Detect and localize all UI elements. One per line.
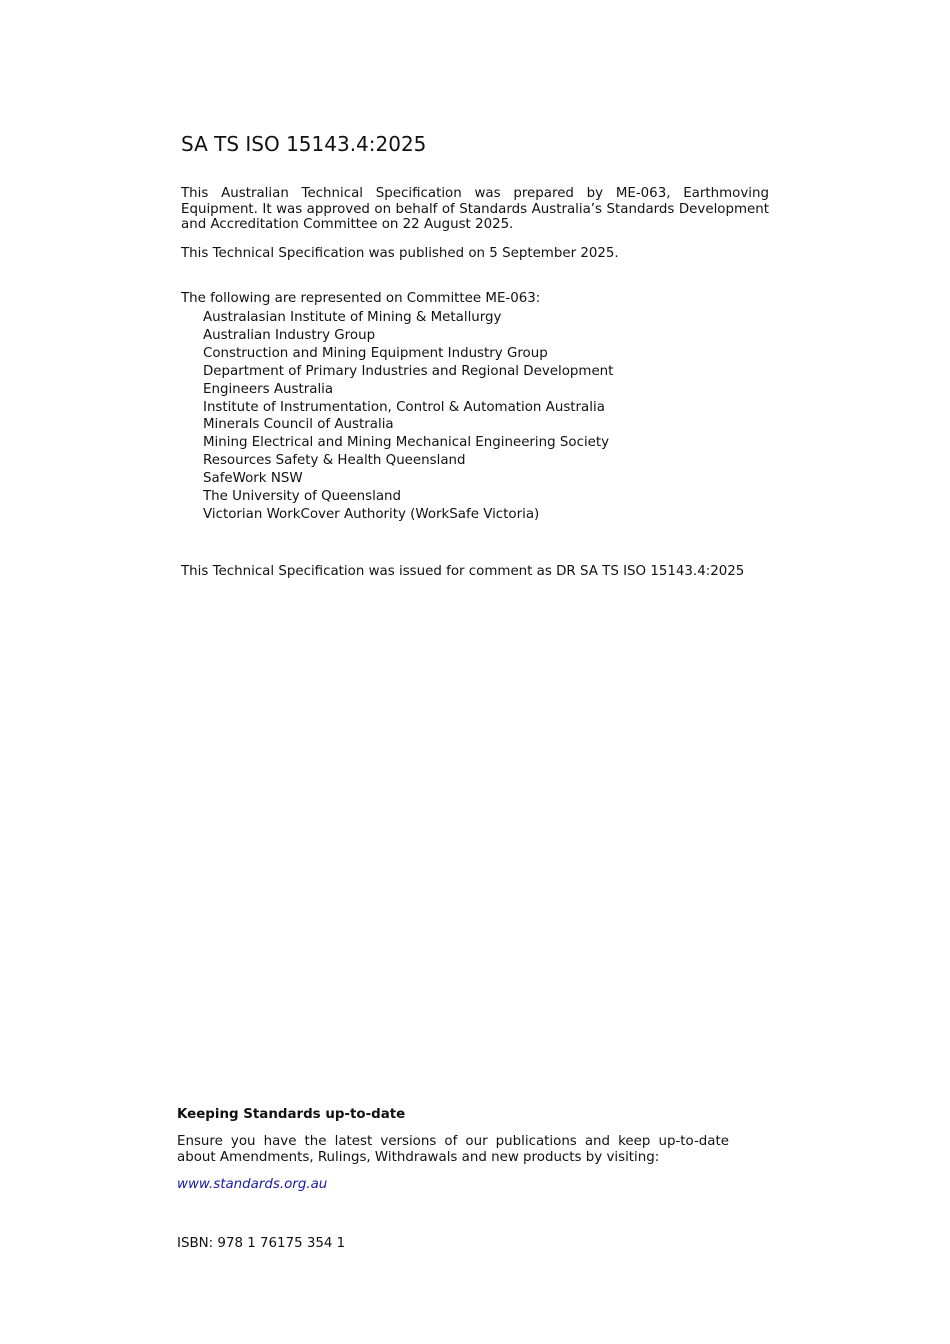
committee-member: SafeWork NSW — [203, 471, 303, 487]
committee-intro: The following are represented on Committee ME-063: — [181, 291, 541, 306]
committee-member: Department of Primary Industries and Regional Development — [203, 363, 614, 379]
keeping-standards-text: Ensure you have the latest versions of our publications and keep up-to-date about Amendments, Rulings, Withdrawals and new products by visiting: — [177, 1134, 729, 1165]
committee-member: Minerals Council of Australia — [203, 417, 394, 433]
publication-statement: This Technical Specification was published on 5 September 2025. — [181, 246, 619, 261]
committee-member: Institute of Instrumentation, Control & Automation Australia — [203, 399, 605, 415]
committee-member: Australasian Institute of Mining & Metallurgy — [203, 310, 502, 325]
committee-member-list — [203, 309, 613, 524]
document-title: SA TS ISO 15143.4:2025 — [181, 132, 427, 156]
approval-statement: This Australian Technical Specification was prepared by ME-063, Earthmoving Equipment. It was approved on behalf of Standards Australia’s Standards Development and Accreditation Committee on 22 August 2025. — [181, 186, 769, 232]
keeping-standards-heading: Keeping Standards up-to-date — [177, 1107, 406, 1122]
committee-member: The University of Queensland — [203, 489, 402, 505]
committee-member: Victorian WorkCover Authority (WorkSafe Victoria) — [203, 506, 540, 522]
committee-member: Mining Electrical and Mining Mechanical Engineering Society — [203, 435, 610, 451]
standards-website-link[interactable]: www.standards.org.au — [177, 1177, 328, 1192]
isbn-number: ISBN: 978 1 76175 354 1 — [177, 1236, 346, 1251]
issued-for-comment-statement: This Technical Specification was issued for comment as DR SA TS ISO 15143.4:2025 — [181, 564, 745, 579]
committee-member: Engineers Australia — [203, 381, 334, 397]
committee-member: Resources Safety & Health Queensland — [203, 453, 466, 469]
committee-member: Australian Industry Group — [203, 327, 376, 343]
committee-member: Construction and Mining Equipment Industry Group — [203, 345, 548, 361]
